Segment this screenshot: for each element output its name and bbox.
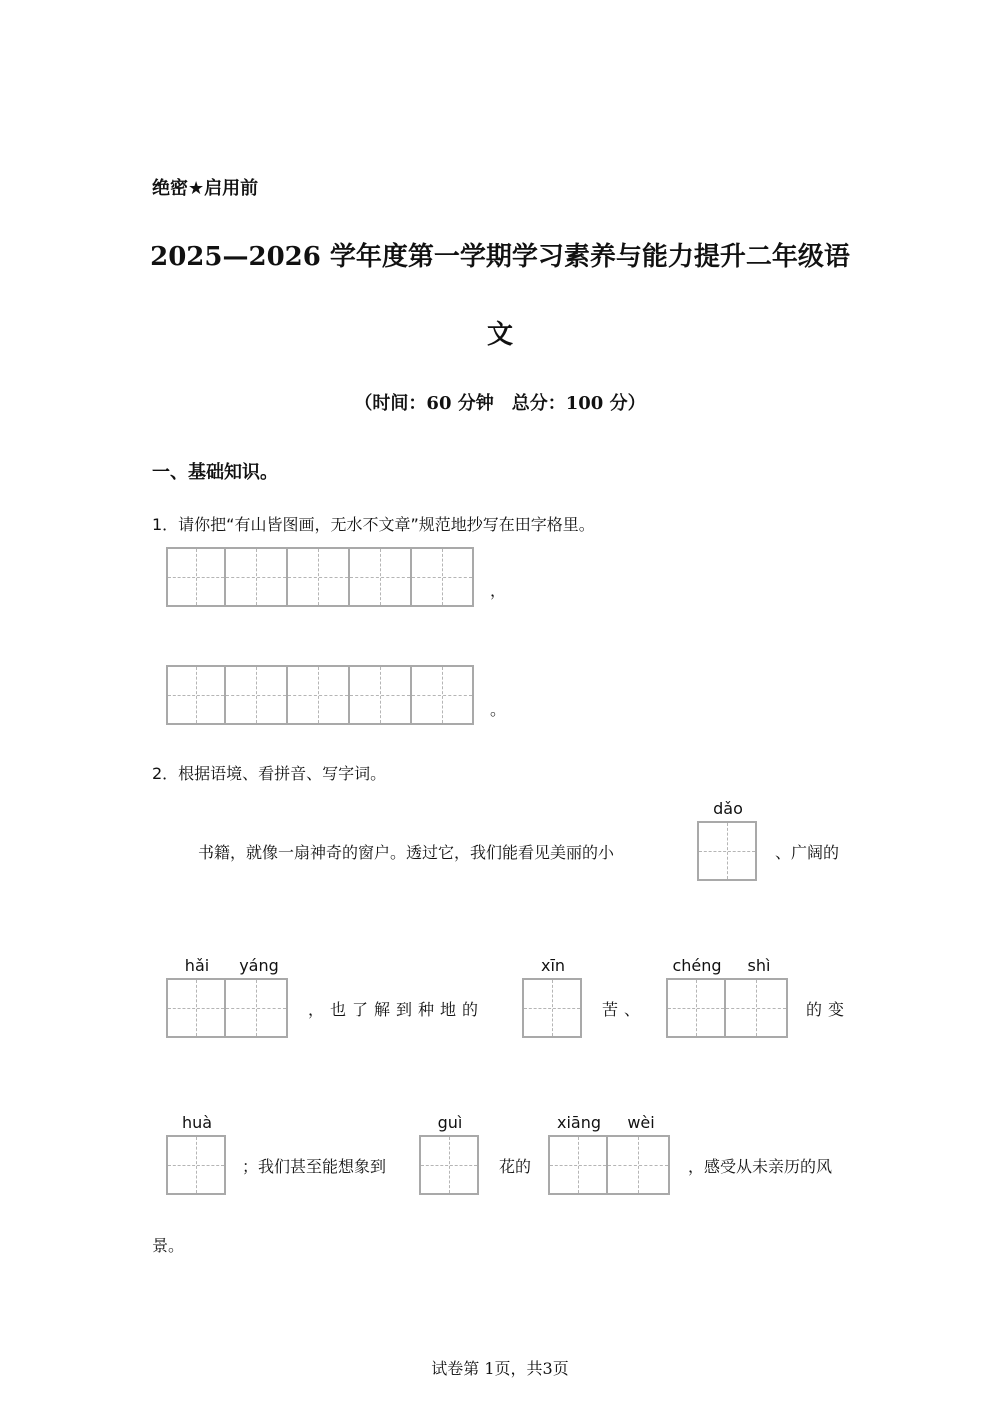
tianzige-cell[interactable] bbox=[522, 978, 582, 1038]
pinyin-shi: shì bbox=[747, 956, 771, 975]
tianzige-cell[interactable] bbox=[166, 547, 226, 607]
exam-title-line2: 文 bbox=[486, 320, 513, 350]
passage-text-2: 、广阔的 bbox=[775, 843, 840, 862]
period-punct: 。 bbox=[490, 700, 507, 719]
pinyin-wei: wèi bbox=[627, 1113, 655, 1132]
tianzige-cell[interactable] bbox=[726, 978, 788, 1038]
question-2-prompt: 2．根据语境、看拼音、写字词。 bbox=[152, 764, 387, 783]
tianzige-cell[interactable] bbox=[419, 1135, 479, 1195]
answer-box-gui[interactable] bbox=[419, 1135, 479, 1195]
exam-title-line1: 2025—2026 学年度第一学期学习素养与能力提升二年级语 bbox=[150, 242, 850, 272]
tianzige-cell[interactable] bbox=[350, 547, 412, 607]
answer-box-dao[interactable] bbox=[697, 821, 757, 881]
tianzige-cell[interactable] bbox=[226, 978, 288, 1038]
pinyin-gui: guì bbox=[437, 1113, 463, 1132]
comma-punct: ， bbox=[490, 581, 507, 600]
passage-text-3: ，也了解到种地的 bbox=[308, 1000, 485, 1019]
tianzige-cell[interactable] bbox=[226, 547, 288, 607]
tianzige-cell[interactable] bbox=[697, 821, 757, 881]
pinyin-xin: xīn bbox=[540, 956, 566, 975]
answer-box-xiangwei[interactable] bbox=[548, 1135, 670, 1195]
pinyin-hai: hǎi bbox=[184, 956, 210, 975]
pinyin-cheng: chéng bbox=[672, 956, 722, 975]
answer-box-xin[interactable] bbox=[522, 978, 582, 1038]
tianzige-cell[interactable] bbox=[350, 665, 412, 725]
section-heading: 一、基础知识。 bbox=[152, 462, 278, 483]
passage-text-8: ，感受从未亲历的风 bbox=[688, 1157, 833, 1176]
pinyin-dao: dǎo bbox=[713, 799, 743, 818]
writing-grid-row2[interactable] bbox=[166, 665, 474, 725]
passage-text-4: 苦、 bbox=[602, 1000, 647, 1019]
pinyin-xiang: xiāng bbox=[556, 1113, 601, 1132]
tianzige-cell[interactable] bbox=[288, 547, 350, 607]
answer-box-hua[interactable] bbox=[166, 1135, 226, 1195]
passage-text-6: ；我们甚至能想象到 bbox=[242, 1157, 387, 1176]
pinyin-hua: huà bbox=[181, 1113, 213, 1132]
confidential-label: 绝密★启用前 bbox=[152, 178, 259, 199]
tianzige-cell[interactable] bbox=[608, 1135, 670, 1195]
tianzige-cell[interactable] bbox=[412, 665, 474, 725]
pinyin-yang: yáng bbox=[239, 956, 279, 975]
tianzige-cell[interactable] bbox=[166, 665, 226, 725]
passage-text-5: 的变 bbox=[806, 1000, 851, 1019]
tianzige-cell[interactable] bbox=[412, 547, 474, 607]
passage-text-9: 景。 bbox=[152, 1236, 185, 1255]
tianzige-cell[interactable] bbox=[226, 665, 288, 725]
time-score-info: （时间：60 分钟 总分：100 分） bbox=[354, 393, 646, 414]
tianzige-cell[interactable] bbox=[548, 1135, 608, 1195]
tianzige-cell[interactable] bbox=[666, 978, 726, 1038]
answer-box-chengshi[interactable] bbox=[666, 978, 788, 1038]
page-footer: 试卷第 1页，共3页 bbox=[431, 1359, 569, 1378]
answer-box-haiyang[interactable] bbox=[166, 978, 288, 1038]
tianzige-cell[interactable] bbox=[166, 1135, 226, 1195]
tianzige-cell[interactable] bbox=[288, 665, 350, 725]
passage-text-7: 花的 bbox=[499, 1157, 532, 1176]
tianzige-cell[interactable] bbox=[166, 978, 226, 1038]
question-1-prompt: 1．请你把“有山皆图画，无水不文章”规范地抄写在田字格里。 bbox=[152, 515, 595, 534]
writing-grid-row1[interactable] bbox=[166, 547, 474, 607]
passage-text-1: 书籍，就像一扇神奇的窗户。透过它，我们能看见美丽的小 bbox=[198, 843, 615, 862]
